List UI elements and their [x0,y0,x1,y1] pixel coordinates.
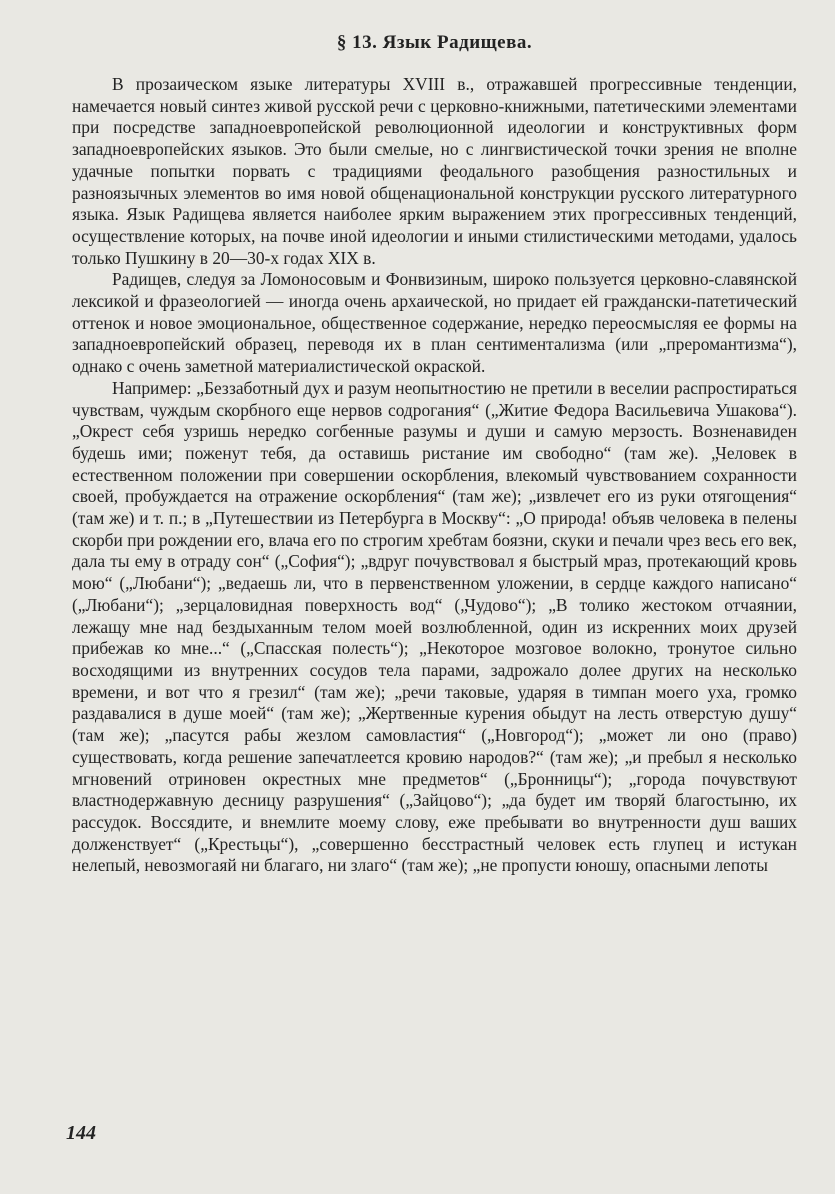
body-text [72,74,797,877]
paragraph-3: Например: „Беззаботный дух и разум неопытностию не претили в веселии распростираться чувствам, чуждым скорбного еще нервов содрогания“ („Житие Федора Васильевича Ушакова“). „Окрест себя узришь нередко согбенные разумы и души и самую мерзость. Возненавиден будешь ими; поженут тебя, да оставишь ристание им свободно“ (там же). „Человек в естественном положении при совершении оскорбления, влекомый чувствованием сохранности своей, пробуждается на отражение оскорбления“ (там же); „извлечет его из руки отягощения“ (там же) и т. п.; в „Путешествии из Петербурга в Москву“: „О природа! объяв человека в пелены скорби при рождении его, влача его по строгим хребтам боязни, скуки и печали чрез весь его век, дала ты ему в отраду сон“ („София“); „вдруг почувствовал я быстрый мраз, протекающий кровь мою“ („Любани“); „ведаешь ли, что в первенственном уложении, в сердце каждого написано“ („Любани“); „зерцаловидная поверхность вод“ („Чудово“); „В толико жестоком отчаянии, лежащу мне над бездыханным телом моей возлюбленной, один из искренних моих друзей прибежав ко мне...“ („Спасская полесть“); „Некоторое мозговое волокно, тронутое сильно восходящими из внутренних сосудов тела парами, задрожало долее других на несколько времени, и вот что я грезил“ (там же); „речи таковые, ударяя в тимпан моего уха, громко раздавалися в душе моей“ (там же); „Жертвенные курения обыдут на лесть отверстую душу“ (там же); „пасутся рабы жезлом самовластия“ („Новгород“); „может ли оно (право) существовать, когда решение запечатлеется кровию народов?“ (там же); „и пребыл я несколько мгновений отринoвен окрестных мне предметов“ („Бронницы“); „города почувствуют властнодержавную десницу разрушения“ („Зайцово“); „да будет им творяй благостыню, их рассудок. Воссядите, и внемлите моему слову, еже пребывати во внутренности душ ваших долженствует“ („Крестьцы“), „совершенно бесстрастный человек есть глупец и истукан нелепый, невозмогаяй ни благаго, ни злаго“ (там же); „не пропусти юношу, опасными лепоты [72,377,797,876]
paragraph-1: В прозаическом языке литературы XVIII в., отражавшей прогрессивные тенденции, намечается новый синтез живой русской речи с церковно-книжными, патетическими элементами при посредстве западноевропейской революционной идеологии и конструктивных форм западноевропейских языков. Это были смелые, но с лингвистической точки зрения не вполне удачные попытки порвать с традициями феодального разобщения разностильных и разноязычных элементов во имя новой общенациональной конструкции русского литературного языка. Язык Радищева является наиболее ярким выражением этих прогрессивных тенденций, осуществление которых, на почве иной идеологии и иными стилистическими методами, удалось только Пушкину в 20—30-х годах XIX в. [72,74,797,268]
page-number: 144 [66,1122,96,1144]
section-heading: § 13. Язык Радищева. [336,32,533,53]
paragraph-2: Радищев, следуя за Ломоносовым и Фонвизиным, широко пользуется церковно-славянской лексикой и фразеологией — иногда очень архаической, но придает ей граждански-патетический оттенок и новое эмоциональное, общественное содержание, нередко переосмысляя ее формы на западноевропейский образец, переводя их в план сентиментализма (или „преромантизма“), однако с очень заметной материалистической окраской. [72,269,797,377]
